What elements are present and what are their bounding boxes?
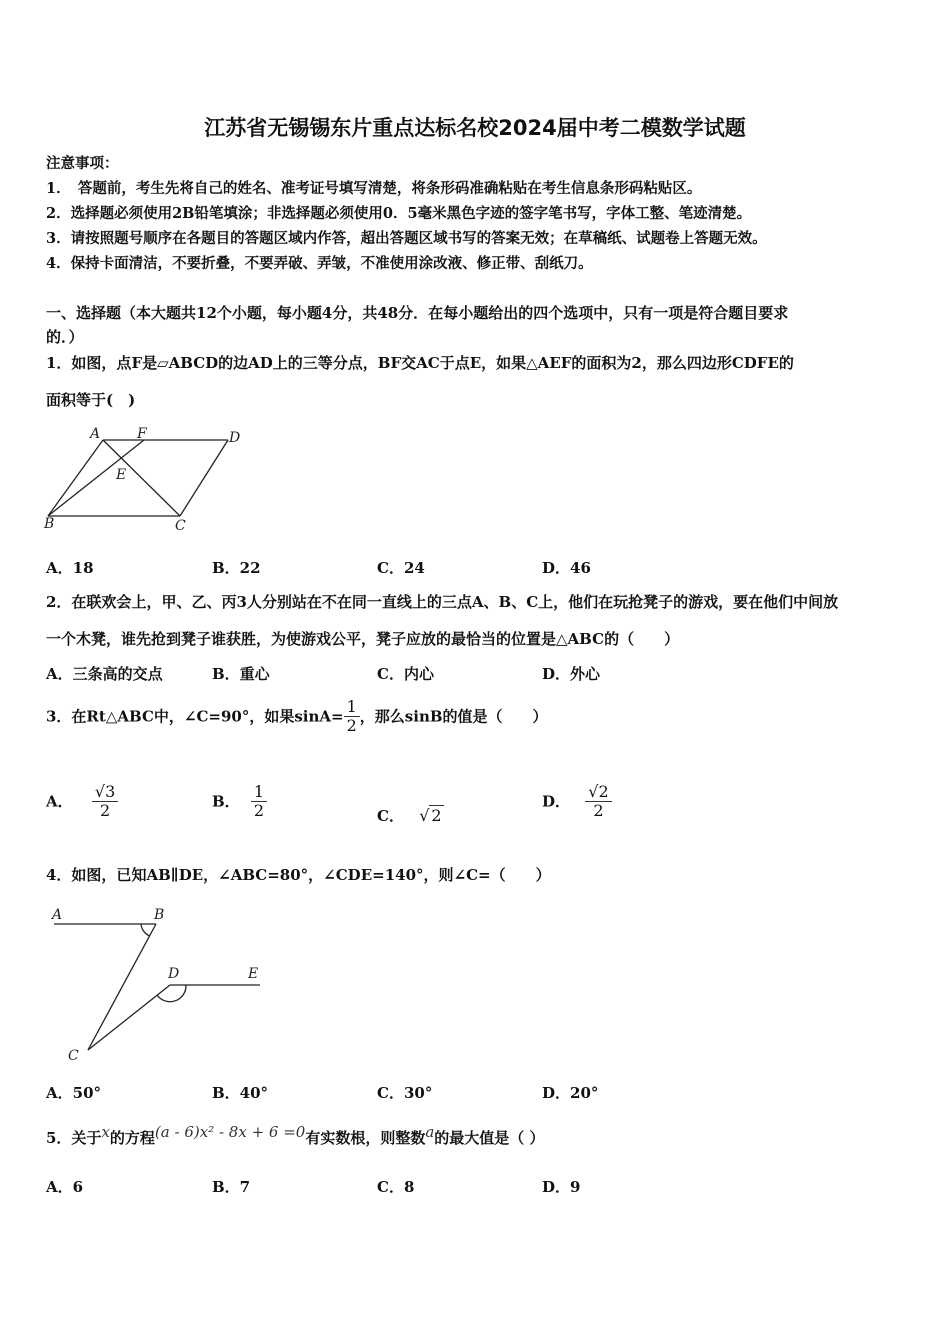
q5-equation: (a - 6)x² - 8x + 6 =0	[154, 1123, 306, 1141]
q4-stem: 4．如图，已知AB∥DE，∠ABC=80°，∠CDE=140°，则∠C=（ ）	[46, 866, 551, 884]
segment-BC	[88, 924, 156, 1050]
q5-stem-pre: 5．关于	[46, 1129, 102, 1147]
q1-option-b[interactable]: B．22	[212, 559, 261, 577]
label-B: B	[154, 907, 165, 923]
label-A: A	[52, 907, 63, 923]
label-B: B	[44, 516, 55, 532]
section-heading-line2: 的．）	[46, 328, 84, 346]
q3-stem-pre: 3．在Rt△ABC中，∠C=90°，如果sinA=	[46, 707, 344, 726]
notice-item-1: 1． 答题前，考生先将自己的姓名、准考证号填写清楚，将条形码准确粘贴在考生信息条形码粘贴区。	[46, 180, 702, 197]
q2-stem-line1: 2．在联欢会上，甲、乙、丙3人分别站在不在同一直线上的三点A、B、C上，他们在玩抢凳子的游戏，要在他们中间放	[46, 593, 839, 611]
q5-option-d[interactable]: D．9	[542, 1178, 581, 1196]
q5-stem-mid: 的方程	[109, 1129, 155, 1147]
q1-stem-line1: 1．如图，点F是▱ABCD的边AD上的三等分点，BF交AC于点E，如果△AEF的面积为2，那么四边形CDFE的	[46, 354, 794, 372]
q3-stem	[46, 698, 548, 734]
q5-option-a[interactable]: A．6	[46, 1178, 84, 1196]
q3-option-b[interactable]: B． $\frac{1}{2}$	[212, 783, 267, 819]
notice-item-2: 2．选择题必须使用2B铅笔填涂；非选择题必须使用0．5毫米黑色字迹的签字笔书写，字体工整、笔迹清楚。	[46, 205, 752, 222]
q5-stem-post2: 的最大值是（ ）	[434, 1129, 545, 1147]
q5-var-x: x	[101, 1123, 110, 1141]
q1-stem-line2: 面积等于( )	[46, 391, 136, 409]
q2-option-d[interactable]: D．外心	[542, 665, 601, 683]
label-E: E	[116, 467, 127, 483]
q5-option-c[interactable]: C．8	[377, 1178, 415, 1196]
angle-arc-D	[157, 985, 186, 1002]
q5-option-b[interactable]: B．7	[212, 1178, 251, 1196]
page-title: 江苏省无锡锡东片重点达标名校2024届中考二模数学试题	[204, 116, 746, 140]
q2-option-c[interactable]: C．内心	[377, 665, 434, 683]
q1-option-d[interactable]: D．46	[542, 559, 591, 577]
q1-parallelogram-figure	[40, 424, 250, 539]
segment-AB	[48, 440, 103, 516]
q2-option-b[interactable]: B．重心	[212, 665, 270, 683]
q4-option-d[interactable]: D．20°	[542, 1084, 599, 1102]
notice-item-4: 4．保持卡面清洁，不要折叠，不要弄破、弄皱，不准使用涂改液、修正带、刮纸刀。	[46, 255, 593, 272]
q2-option-a[interactable]: A．三条高的交点	[46, 665, 163, 683]
label-D: D	[229, 430, 241, 446]
q1-option-a[interactable]: A．18	[46, 559, 94, 577]
label-E: E	[248, 966, 259, 982]
segment-CD	[180, 440, 228, 516]
q3-option-c[interactable]: C． √ 2	[377, 806, 442, 825]
q3-stem-post: ，那么sinB的值是（ ）	[359, 707, 548, 726]
q4-option-b[interactable]: B．40°	[212, 1084, 269, 1102]
q3-fraction	[344, 698, 360, 734]
label-C: C	[68, 1048, 79, 1064]
q4-option-a[interactable]: A．50°	[46, 1084, 102, 1102]
segment-BF	[48, 440, 144, 516]
q3-frac-num: 1	[344, 698, 360, 717]
segment-CD	[88, 985, 170, 1050]
q4-option-c[interactable]: C．30°	[377, 1084, 433, 1102]
notice-header: 注意事项：	[46, 155, 119, 172]
segment-AC	[103, 440, 180, 516]
label-D: D	[168, 966, 180, 982]
q2-stem-line2: 一个木凳，谁先抢到凳子谁获胜，为使游戏公平，凳子应放的最恰当的位置是△ABC的（ ）	[46, 630, 680, 648]
q5-var-a: a	[425, 1123, 435, 1141]
angle-arc-B	[141, 924, 150, 936]
q4-parallel-lines-figure	[44, 902, 274, 1067]
q5-stem	[46, 1123, 545, 1148]
q3-option-a[interactable]: A． $\frac{√3}{2}$	[46, 783, 118, 819]
q1-option-c[interactable]: C．24	[377, 559, 425, 577]
q5-stem-post1: 有实数根，则整数	[305, 1129, 426, 1147]
q3-option-d[interactable]: D． $\frac{√2}{2}$	[542, 783, 612, 819]
notice-item-3: 3．请按照题号顺序在各题目的答题区域内作答，超出答题区域书写的答案无效；在草稿纸、试题卷上答题无效。	[46, 230, 767, 247]
label-F: F	[137, 426, 147, 442]
q3-frac-den: 2	[346, 715, 357, 735]
label-A: A	[90, 426, 101, 442]
section-heading-line1: 一、选择题（本大题共12个小题，每小题4分，共48分．在每小题给出的四个选项中，只有一项是符合题目要求	[46, 304, 789, 322]
label-C: C	[175, 518, 186, 534]
